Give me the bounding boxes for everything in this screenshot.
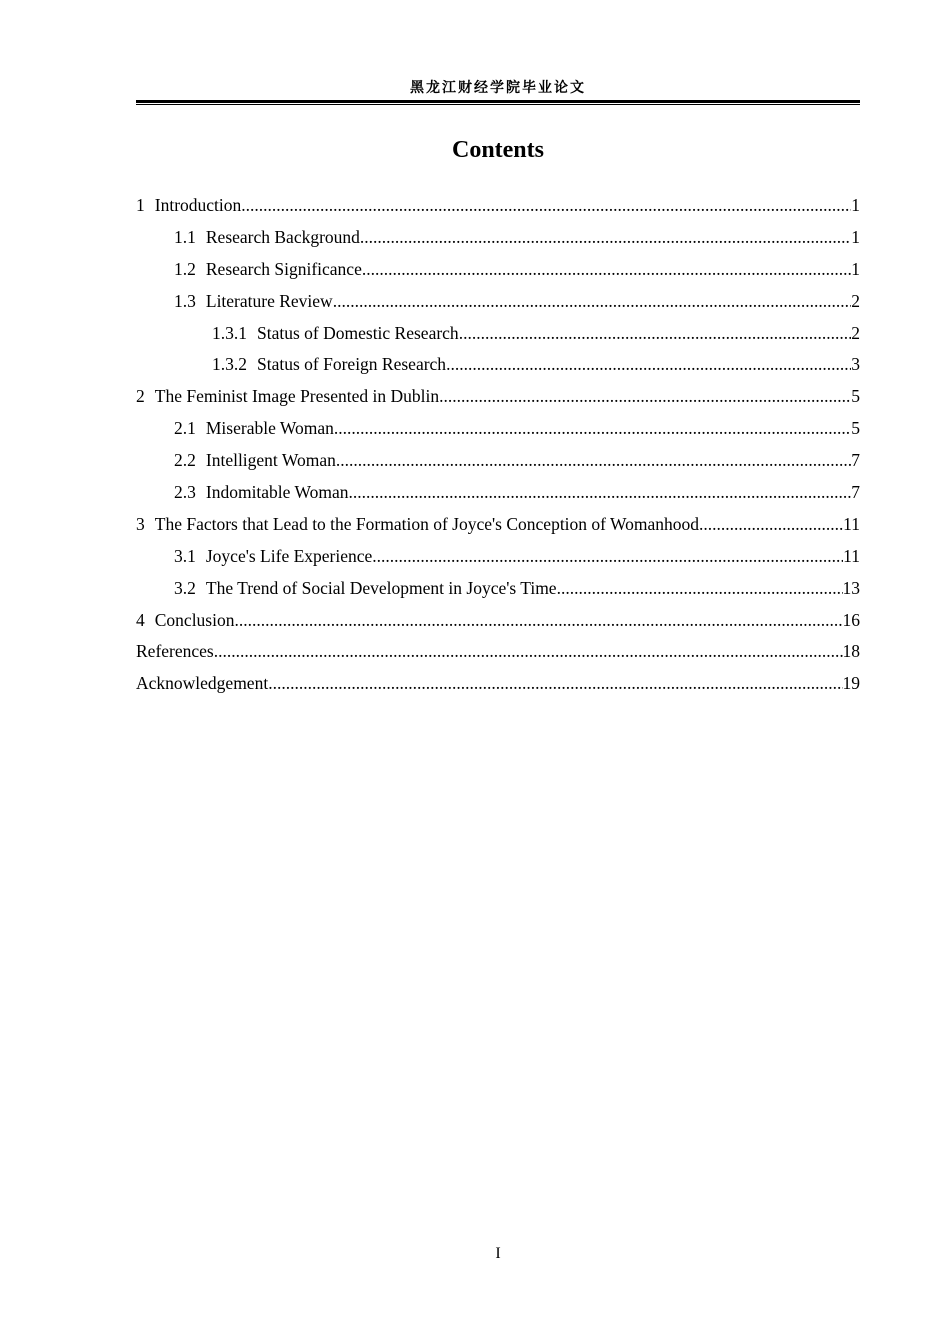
toc-entry-page: 1: [851, 195, 860, 215]
toc-entry-title: Status of Foreign Research: [257, 354, 447, 375]
toc-entry-factors-womanhood[interactable]: [136, 511, 860, 543]
toc-entry-foreign-research[interactable]: [136, 351, 860, 383]
toc-entry-page: 1: [851, 258, 860, 279]
toc-entry-title: Introduction: [154, 195, 242, 215]
toc-entry-title: Intelligent Woman: [205, 450, 336, 471]
toc-entry-number: 2.2: [174, 450, 196, 471]
toc-entry-number: 2.1: [174, 418, 196, 439]
toc-entry-research-background[interactable]: [136, 224, 860, 256]
toc-entry-acknowledgement[interactable]: [136, 670, 860, 702]
toc-entry-domestic-research[interactable]: [136, 320, 860, 352]
toc-dot-leader: [241, 192, 851, 218]
toc-entry-page: 13: [842, 577, 860, 598]
toc-entry-page: 7: [851, 482, 860, 503]
toc-dot-leader: [459, 320, 852, 346]
toc-entry-title: Research Background: [205, 226, 360, 247]
toc-entry-page: 11: [843, 513, 860, 534]
toc-entry-title: Indomitable Woman: [205, 482, 349, 503]
toc-entry-page: 1: [851, 226, 860, 247]
toc-entry-miserable-woman[interactable]: [136, 415, 860, 447]
toc-entry-life-experience[interactable]: [136, 543, 860, 575]
toc-entry-page: 19: [842, 673, 860, 694]
toc-entry-number: 1.2: [174, 258, 196, 279]
toc-entry-title: Status of Domestic Research: [257, 322, 459, 343]
toc-entry-feminist-image[interactable]: [136, 383, 860, 415]
toc-entry-number: 1.3.2: [212, 354, 247, 375]
toc-entry-research-significance[interactable]: [136, 256, 860, 288]
toc-entry-number: 1.1: [174, 226, 196, 247]
toc-entry-indomitable-woman[interactable]: [136, 479, 860, 511]
toc-entry-page: 7: [851, 450, 860, 471]
toc-entry-number: 1: [136, 195, 145, 215]
toc-entry-page: 11: [843, 545, 860, 566]
toc-dot-leader: [333, 288, 852, 314]
toc-entry-title: Literature Review: [205, 290, 333, 311]
toc-entry-title: Conclusion: [154, 609, 235, 630]
toc-dot-leader: [234, 607, 842, 633]
page-header: 黑龙江财经学院毕业论文: [410, 81, 586, 96]
toc-dot-leader: [372, 543, 843, 569]
table-of-contents: [136, 192, 860, 702]
toc-entry-number: 4: [136, 609, 145, 630]
header-rule-thin: [136, 104, 860, 105]
page-number: I: [495, 1245, 501, 1262]
toc-dot-leader: [699, 511, 843, 537]
toc-entry-title: References: [136, 641, 214, 662]
toc-entry-title: Research Significance: [205, 258, 362, 279]
toc-dot-leader: [336, 447, 851, 473]
toc-dot-leader: [439, 383, 851, 409]
toc-entry-title: Acknowledgement: [136, 673, 269, 694]
toc-entry-title: Miserable Woman: [205, 418, 334, 439]
toc-entry-number: 1.3: [174, 290, 196, 311]
toc-entry-literature-review[interactable]: [136, 288, 860, 320]
toc-dot-leader: [214, 638, 843, 664]
toc-entry-number: 1.3.1: [212, 322, 247, 343]
toc-entry-page: 5: [851, 418, 860, 439]
toc-dot-leader: [360, 224, 851, 250]
toc-entry-intelligent-woman[interactable]: [136, 447, 860, 479]
toc-dot-leader: [334, 415, 851, 441]
toc-entry-social-development[interactable]: [136, 575, 860, 607]
toc-entry-number: 2: [136, 386, 145, 407]
toc-entry-page: 2: [851, 290, 860, 311]
toc-entry-page: 16: [842, 609, 860, 630]
toc-dot-leader: [268, 670, 842, 696]
toc-entry-title: The Trend of Social Development in Joyce's Time: [205, 577, 557, 598]
header-rule-thick: [136, 100, 860, 103]
toc-entry-page: 18: [842, 641, 860, 662]
toc-title: Contents: [451, 137, 544, 163]
toc-entry-number: 3.1: [174, 545, 196, 566]
toc-dot-leader: [557, 575, 843, 601]
toc-entry-number: 3: [136, 513, 145, 534]
toc-entry-references[interactable]: [136, 638, 860, 670]
toc-entry-number: 2.3: [174, 482, 196, 503]
toc-entry-conclusion[interactable]: [136, 607, 860, 639]
toc-entry-page: 3: [851, 354, 860, 375]
toc-dot-leader: [362, 256, 851, 282]
toc-dot-leader: [446, 351, 851, 377]
toc-entry-title: Joyce's Life Experience: [205, 545, 373, 566]
toc-dot-leader: [349, 479, 852, 505]
toc-entry-introduction[interactable]: [136, 192, 860, 224]
toc-entry-page: 5: [851, 386, 860, 407]
toc-entry-title: The Factors that Lead to the Formation of Joyce's Conception of Womanhood: [154, 513, 700, 534]
toc-entry-page: 2: [851, 322, 860, 343]
toc-entry-title: The Feminist Image Presented in Dublin: [154, 386, 440, 407]
toc-entry-number: 3.2: [174, 577, 196, 598]
